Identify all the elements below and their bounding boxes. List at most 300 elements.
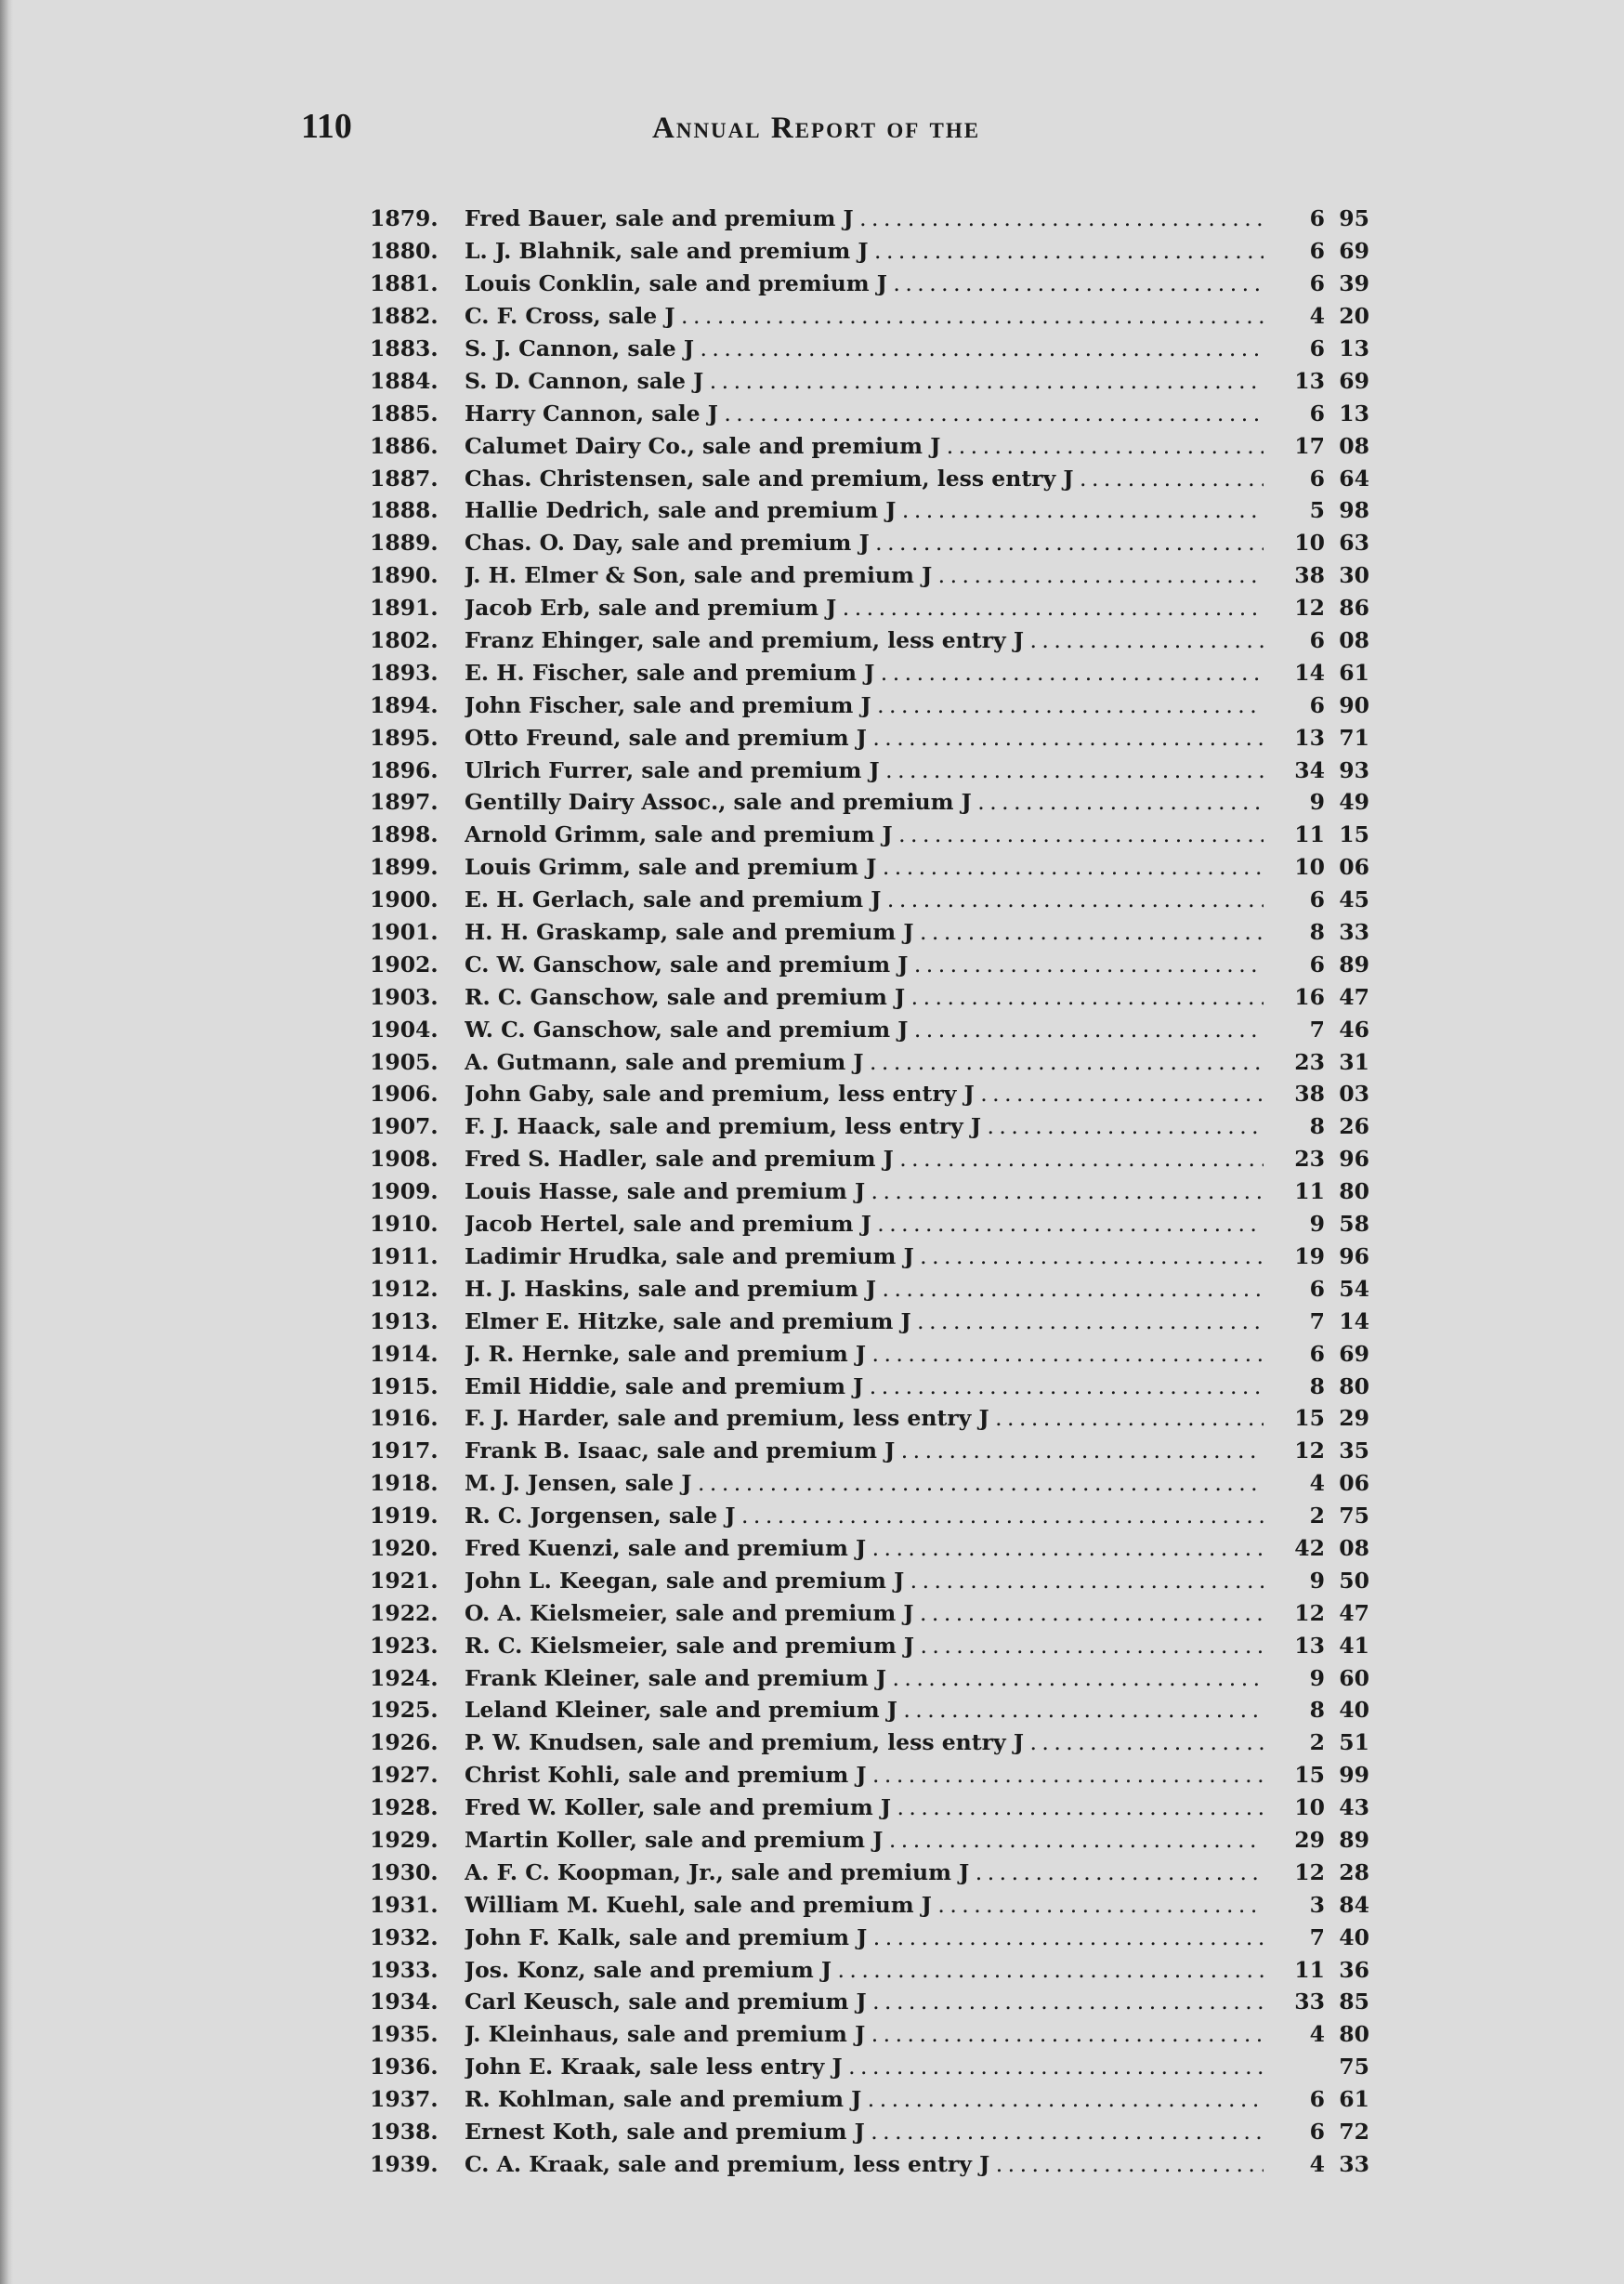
entry-description: R. C. Kielsmeier, sale and premium J . . . [465, 1633, 1264, 1659]
entry-number: 1888. [370, 497, 439, 524]
entry-dollars: 12 [1294, 1437, 1325, 1464]
entry-dollars: 9 [1309, 1211, 1325, 1238]
entry-cents: 08 [1339, 432, 1369, 459]
entry-cents: 51 [1339, 1729, 1369, 1756]
entry-description: A. Gutmann, sale and premium J . . . [465, 1049, 1264, 1075]
entry-cents: 95 [1339, 205, 1369, 232]
entry-cents: 54 [1339, 1275, 1369, 1302]
entry-cents: 63 [1339, 530, 1369, 557]
ledger-entry [370, 1208, 1429, 1240]
entry-number: 1899. [370, 854, 439, 881]
entry-cents: 84 [1339, 1891, 1369, 1918]
entry-cents: 80 [1339, 1372, 1369, 1399]
ledger-entry [370, 462, 1429, 494]
ledger-entry [370, 1726, 1429, 1759]
entry-cents: 71 [1339, 724, 1369, 751]
entry-dollars: 4 [1309, 2021, 1325, 2048]
ledger-entry [370, 1824, 1429, 1857]
entry-dollars: 9 [1309, 1567, 1325, 1594]
entry-description: Chas. Christensen, sale and premium, less entry J . . . [465, 466, 1264, 492]
ledger-entry [370, 721, 1429, 754]
entry-number: 1920. [370, 1534, 439, 1561]
entry-number: 1922. [370, 1599, 439, 1626]
entry-description: John L. Keegan, sale and premium J . . . [465, 1568, 1264, 1594]
entry-dollars: 11 [1294, 1178, 1325, 1205]
entry-dollars: 14 [1294, 659, 1325, 686]
entry-cents: 89 [1339, 951, 1369, 978]
entry-dollars: 6 [1309, 951, 1325, 978]
ledger-entry [370, 2083, 1429, 2116]
entry-description: C. A. Kraak, sale and premium, less entry J . . . [465, 2151, 1264, 2177]
ledger-entry [370, 300, 1429, 333]
entry-description: Louis Conklin, sale and premium J . . . [465, 270, 1264, 296]
ledger-entry [370, 1856, 1429, 1888]
entry-cents: 99 [1339, 1762, 1369, 1789]
entry-number: 1887. [370, 465, 439, 492]
entry-description: William M. Kuehl, sale and premium J . . . [465, 1892, 1264, 1918]
entry-description: Fred Kuenzi, sale and premium J . . . [465, 1535, 1264, 1561]
entry-number: 1921. [370, 1567, 439, 1594]
entry-cents: 90 [1339, 691, 1369, 718]
entry-number: 1881. [370, 270, 439, 297]
entry-description: R. C. Ganschow, sale and premium J . . . [465, 984, 1264, 1010]
entry-number: 1889. [370, 530, 439, 557]
entry-cents: 61 [1339, 659, 1369, 686]
entry-dollars: 4 [1309, 303, 1325, 330]
entry-description: Frank Kleiner, sale and premium J . . . [465, 1665, 1264, 1691]
ledger-entry [370, 559, 1429, 592]
running-head: Annual Report of the [652, 112, 981, 145]
entry-number: 1883. [370, 335, 439, 361]
entry-dollars: 6 [1309, 1275, 1325, 1302]
entry-cents: 41 [1339, 1632, 1369, 1659]
entry-number: 1930. [370, 1858, 439, 1885]
ledger-entry [370, 884, 1429, 916]
entry-number: 1932. [370, 1923, 439, 1950]
entry-number: 1916. [370, 1405, 439, 1432]
ledger-entry [370, 851, 1429, 884]
entry-description: Louis Grimm, sale and premium J . . . [465, 854, 1264, 880]
entry-dollars: 23 [1294, 1146, 1325, 1173]
entry-description: Jos. Konz, sale and premium J . . . [465, 1957, 1264, 1983]
ledger-entry [370, 429, 1429, 462]
entry-cents: 72 [1339, 2118, 1369, 2145]
ledger-entry [370, 948, 1429, 980]
entry-number: 1926. [370, 1729, 439, 1756]
entry-dollars: 38 [1294, 562, 1325, 589]
ledger-entry [370, 1921, 1429, 1953]
ledger-entry [370, 203, 1429, 235]
entry-dollars: 7 [1309, 1923, 1325, 1950]
entry-description: Christ Kohli, sale and premium J . . . [465, 1762, 1264, 1788]
entry-dollars: 11 [1294, 1956, 1325, 1983]
entry-number: 1929. [370, 1826, 439, 1853]
entry-number: 1886. [370, 432, 439, 459]
entry-description: Carl Keusch, sale and premium J . . . [465, 1989, 1264, 2015]
ledger-entry [370, 1240, 1429, 1273]
entry-cents: 40 [1339, 1923, 1369, 1950]
entry-dollars: 4 [1309, 2150, 1325, 2177]
ledger-entry [370, 1500, 1429, 1532]
entry-description: Calumet Dairy Co., sale and premium J . . . [465, 433, 1264, 459]
entry-description: Louis Hasse, sale and premium J . . . [465, 1178, 1264, 1204]
entry-description: Jacob Erb, sale and premium J . . . [465, 595, 1264, 621]
entry-dollars: 7 [1309, 1016, 1325, 1043]
entry-cents: 58 [1339, 1211, 1369, 1238]
entry-number: 1911. [370, 1242, 439, 1269]
entry-dollars: 6 [1309, 400, 1325, 427]
entry-number: 1923. [370, 1632, 439, 1659]
entry-dollars: 13 [1294, 367, 1325, 394]
entry-cents: 69 [1339, 367, 1369, 394]
ledger-entry [370, 1370, 1429, 1402]
entry-cents: 15 [1339, 821, 1369, 848]
entry-description: Otto Freund, sale and premium J . . . [465, 725, 1264, 751]
entry-description: Gentilly Dairy Assoc., sale and premium J . . . [465, 789, 1264, 815]
entry-cents: 03 [1339, 1081, 1369, 1108]
entry-cents: 69 [1339, 1340, 1369, 1367]
scan-edge-shadow [0, 0, 13, 2284]
entry-cents: 45 [1339, 886, 1369, 913]
entry-number: 1928. [370, 1794, 439, 1821]
entry-dollars: 6 [1309, 335, 1325, 361]
entry-cents: 36 [1339, 1956, 1369, 1983]
ledger-entry [370, 1435, 1429, 1467]
entry-description: J. H. Elmer & Son, sale and premium J . . . [465, 562, 1264, 588]
entry-cents: 93 [1339, 756, 1369, 783]
entry-cents: 49 [1339, 789, 1369, 816]
entry-cents: 96 [1339, 1146, 1369, 1173]
entry-number: 1882. [370, 303, 439, 330]
entry-dollars: 3 [1309, 1891, 1325, 1918]
entry-number: 1897. [370, 789, 439, 816]
entry-cents: 50 [1339, 1567, 1369, 1594]
entry-dollars: 6 [1309, 270, 1325, 297]
entry-number: 1933. [370, 1956, 439, 1983]
entry-number: 1894. [370, 691, 439, 718]
entry-number: 1925. [370, 1697, 439, 1724]
entry-dollars: 6 [1309, 205, 1325, 232]
entry-cents: 80 [1339, 1178, 1369, 1205]
entry-dollars: 6 [1309, 627, 1325, 654]
entry-number: 1890. [370, 562, 439, 589]
entry-description: Ladimir Hrudka, sale and premium J . . . [465, 1243, 1264, 1269]
entry-description: M. J. Jensen, sale J . . . [465, 1470, 1264, 1496]
entry-dollars: 7 [1309, 1307, 1325, 1334]
entry-description: Fred S. Hadler, sale and premium J . . . [465, 1146, 1264, 1172]
entry-dollars: 15 [1294, 1405, 1325, 1432]
entry-cents: 85 [1339, 1989, 1369, 2015]
entry-number: 1893. [370, 659, 439, 686]
entry-dollars: 5 [1309, 497, 1325, 524]
entry-cents: 28 [1339, 1858, 1369, 1885]
entry-dollars: 29 [1294, 1826, 1325, 1853]
ledger-entry [370, 592, 1429, 624]
entry-cents: 29 [1339, 1405, 1369, 1432]
entry-description: A. F. C. Koopman, Jr., sale and premium J . . . [465, 1859, 1264, 1885]
entry-dollars: 2 [1309, 1503, 1325, 1529]
ledger-entry [370, 1596, 1429, 1629]
ledger-entry [370, 1564, 1429, 1596]
entry-description: J. Kleinhaus, sale and premium J . . . [465, 2021, 1264, 2047]
entry-number: 1913. [370, 1307, 439, 1334]
entry-dollars: 6 [1309, 465, 1325, 492]
entry-number: 1936. [370, 2054, 439, 2081]
entry-number: 1885. [370, 400, 439, 427]
entry-description: Leland Kleiner, sale and premium J . . . [465, 1697, 1264, 1723]
entry-cents: 08 [1339, 627, 1369, 654]
entry-dollars: 10 [1294, 530, 1325, 557]
entry-number: 1924. [370, 1664, 439, 1691]
entry-description: J. R. Hernke, sale and premium J . . . [465, 1341, 1264, 1367]
ledger-entry [370, 2116, 1429, 2148]
entry-number: 1901. [370, 919, 439, 946]
entry-description: Ulrich Furrer, sale and premium J . . . [465, 757, 1264, 783]
ledger-entry [370, 754, 1429, 786]
entry-cents: 08 [1339, 1534, 1369, 1561]
entry-number: 1880. [370, 238, 439, 265]
entry-description: Ernest Koth, sale and premium J . . . [465, 2119, 1264, 2145]
ledger-entry [370, 819, 1429, 851]
entry-dollars: 17 [1294, 432, 1325, 459]
entry-dollars: 13 [1294, 724, 1325, 751]
entry-cents: 98 [1339, 497, 1369, 524]
entry-description: John E. Kraak, sale less entry J . . . [465, 2054, 1264, 2080]
entry-cents: 43 [1339, 1794, 1369, 1821]
entry-description: Chas. O. Day, sale and premium J . . . [465, 530, 1264, 556]
entry-dollars: 42 [1294, 1534, 1325, 1561]
entry-description: O. A. Kielsmeier, sale and premium J . . . [465, 1600, 1264, 1626]
entry-dollars: 6 [1309, 1340, 1325, 1367]
entry-description: P. W. Knudsen, sale and premium, less entry J . . . [465, 1729, 1264, 1755]
entry-number: 1906. [370, 1081, 439, 1108]
entry-dollars: 9 [1309, 1664, 1325, 1691]
entry-cents: 13 [1339, 400, 1369, 427]
entry-cents: 35 [1339, 1437, 1369, 1464]
ledger-entry [370, 397, 1429, 429]
entry-description: Franz Ehinger, sale and premium, less entry J . . . [465, 627, 1264, 653]
ledger-entry [370, 1337, 1429, 1370]
entry-description: Harry Cannon, sale J . . . [465, 400, 1264, 427]
entry-cents: 06 [1339, 854, 1369, 881]
entry-dollars: 13 [1294, 1632, 1325, 1659]
entry-description: H. J. Haskins, sale and premium J . . . [465, 1276, 1264, 1302]
entry-dollars: 6 [1309, 886, 1325, 913]
entry-cents: 86 [1339, 595, 1369, 622]
entry-dollars: 2 [1309, 1729, 1325, 1756]
entry-description: R. Kohlman, sale and premium J . . . [465, 2086, 1264, 2112]
entry-dollars: 6 [1309, 2118, 1325, 2145]
entry-description: Emil Hiddie, sale and premium J . . . [465, 1373, 1264, 1399]
entry-cents: 33 [1339, 919, 1369, 946]
ledger-entry [370, 1013, 1429, 1045]
entry-cents: 26 [1339, 1113, 1369, 1140]
entry-description: E. H. Fischer, sale and premium J . . . [465, 660, 1264, 686]
entry-cents: 40 [1339, 1697, 1369, 1724]
entry-dollars: 4 [1309, 1470, 1325, 1497]
entry-description: L. J. Blahnik, sale and premium J . . . [465, 238, 1264, 264]
entry-description: Frank B. Isaac, sale and premium J . . . [465, 1437, 1264, 1464]
ledger-entry [370, 1694, 1429, 1726]
entry-number: 1902. [370, 951, 439, 978]
ledger-entry [370, 2147, 1429, 2180]
entry-cents: 31 [1339, 1048, 1369, 1075]
entry-cents: 46 [1339, 1016, 1369, 1043]
entry-number: 1802. [370, 627, 439, 654]
ledger-entry [370, 1953, 1429, 1986]
entry-description: Hallie Dedrich, sale and premium J . . . [465, 497, 1264, 523]
ledger-entry [370, 1305, 1429, 1337]
entry-dollars: 10 [1294, 854, 1325, 881]
entry-dollars: 8 [1309, 1372, 1325, 1399]
entry-number: 1912. [370, 1275, 439, 1302]
entry-number: 1935. [370, 2021, 439, 2048]
ledger-entry [370, 1078, 1429, 1110]
entry-dollars: 6 [1309, 2086, 1325, 2113]
entry-number: 1891. [370, 595, 439, 622]
entry-number: 1908. [370, 1146, 439, 1173]
entry-number: 1895. [370, 724, 439, 751]
entry-dollars: 9 [1309, 789, 1325, 816]
entry-cents: 30 [1339, 562, 1369, 589]
entry-dollars: 15 [1294, 1762, 1325, 1789]
ledger-entry [370, 494, 1429, 527]
ledger-entry [370, 1888, 1429, 1921]
entry-cents: 14 [1339, 1307, 1369, 1334]
entry-dollars: 34 [1294, 756, 1325, 783]
ledger-entry [370, 786, 1429, 819]
entry-description: John Fischer, sale and premium J . . . [465, 692, 1264, 718]
entry-description: John F. Kalk, sale and premium J . . . [465, 1924, 1264, 1950]
entry-number: 1915. [370, 1372, 439, 1399]
entry-description: Martin Koller, sale and premium J . . . [465, 1827, 1264, 1853]
entry-description: C. F. Cross, sale J . . . [465, 303, 1264, 329]
ledger-entry [370, 235, 1429, 268]
entry-dollars: 38 [1294, 1081, 1325, 1108]
entry-description: Fred Bauer, sale and premium J . . . [465, 205, 1264, 231]
entry-number: 1904. [370, 1016, 439, 1043]
entry-number: 1905. [370, 1048, 439, 1075]
entry-cents: 60 [1339, 1664, 1369, 1691]
entry-cents: 64 [1339, 465, 1369, 492]
entry-dollars: 16 [1294, 983, 1325, 1010]
entry-dollars: 12 [1294, 1858, 1325, 1885]
entry-dollars: 6 [1309, 691, 1325, 718]
entry-number: 1931. [370, 1891, 439, 1918]
entry-description: Jacob Hertel, sale and premium J . . . [465, 1211, 1264, 1237]
entry-cents: 47 [1339, 1599, 1369, 1626]
entry-cents: 33 [1339, 2150, 1369, 2177]
entry-description: Fred W. Koller, sale and premium J . . . [465, 1794, 1264, 1820]
entry-dollars: 12 [1294, 595, 1325, 622]
entry-number: 1937. [370, 2086, 439, 2113]
ledger-entry [370, 1759, 1429, 1792]
entry-dollars: 19 [1294, 1242, 1325, 1269]
entry-cents: 75 [1339, 2054, 1369, 2081]
ledger-entry [370, 364, 1429, 397]
entry-dollars: 23 [1294, 1048, 1325, 1075]
entry-dollars: 6 [1309, 238, 1325, 265]
entry-description: John Gaby, sale and premium, less entry J . . . [465, 1081, 1264, 1107]
entry-number: 1914. [370, 1340, 439, 1367]
entry-cents: 75 [1339, 1503, 1369, 1529]
entry-number: 1917. [370, 1437, 439, 1464]
entry-dollars: 11 [1294, 821, 1325, 848]
ledger-entry [370, 1792, 1429, 1824]
entry-description: R. C. Jorgensen, sale J . . . [465, 1503, 1264, 1529]
ledger-entry [370, 1629, 1429, 1661]
entry-number: 1896. [370, 756, 439, 783]
entry-number: 1927. [370, 1762, 439, 1789]
ledger-entry [370, 2051, 1429, 2083]
entry-number: 1898. [370, 821, 439, 848]
entry-dollars: 10 [1294, 1794, 1325, 1821]
ledger-entry [370, 916, 1429, 949]
ledger-entry [370, 1045, 1429, 1078]
entry-description: Arnold Grimm, sale and premium J . . . [465, 821, 1264, 847]
ledger-entry [370, 1402, 1429, 1435]
entry-cents: 39 [1339, 270, 1369, 297]
entry-number: 1934. [370, 1989, 439, 2015]
ledger-entry [370, 527, 1429, 559]
entry-number: 1884. [370, 367, 439, 394]
entry-cents: 80 [1339, 2021, 1369, 2048]
entry-number: 1919. [370, 1503, 439, 1529]
entry-number: 1910. [370, 1211, 439, 1238]
entry-description: H. H. Graskamp, sale and premium J . . . [465, 919, 1264, 945]
entry-dollars: 8 [1309, 1113, 1325, 1140]
ledger-entry [370, 1467, 1429, 1500]
ledger-entries [370, 203, 1429, 2180]
entry-description: Elmer E. Hitzke, sale and premium J . . . [465, 1308, 1264, 1334]
entry-description: F. J. Harder, sale and premium, less entry J . . . [465, 1405, 1264, 1431]
entry-number: 1918. [370, 1470, 439, 1497]
entry-cents: 69 [1339, 238, 1369, 265]
ledger-entry [370, 2018, 1429, 2051]
entry-description: F. J. Haack, sale and premium, less entry J . . . [465, 1113, 1264, 1139]
ledger-entry [370, 268, 1429, 300]
entry-number: 1909. [370, 1178, 439, 1205]
ledger-entry [370, 1110, 1429, 1143]
entry-dollars: 8 [1309, 919, 1325, 946]
entry-description: S. J. Cannon, sale J . . . [465, 335, 1264, 361]
ledger-entry [370, 1661, 1429, 1694]
entry-number: 1907. [370, 1113, 439, 1140]
entry-description: W. C. Ganschow, sale and premium J . . . [465, 1017, 1264, 1043]
entry-number: 1938. [370, 2118, 439, 2145]
entry-number: 1900. [370, 886, 439, 913]
ledger-entry [370, 1175, 1429, 1208]
entry-description: C. W. Ganschow, sale and premium J . . . [465, 952, 1264, 978]
entry-cents: 13 [1339, 335, 1369, 361]
ledger-entry [370, 656, 1429, 689]
entry-dollars: 33 [1294, 1989, 1325, 2015]
ledger-entry [370, 1532, 1429, 1565]
entry-description: S. D. Cannon, sale J . . . [465, 368, 1264, 394]
entry-number: 1939. [370, 2150, 439, 2177]
ledger-entry [370, 1272, 1429, 1305]
entry-cents: 47 [1339, 983, 1369, 1010]
ledger-entry [370, 624, 1429, 657]
entry-cents: 61 [1339, 2086, 1369, 2113]
entry-number: 1903. [370, 983, 439, 1010]
ledger-entry [370, 1143, 1429, 1175]
ledger-entry [370, 980, 1429, 1013]
page-number: 110 [301, 107, 352, 146]
entry-description: E. H. Gerlach, sale and premium J . . . [465, 886, 1264, 912]
ledger-entry [370, 689, 1429, 721]
entry-cents: 06 [1339, 1470, 1369, 1497]
